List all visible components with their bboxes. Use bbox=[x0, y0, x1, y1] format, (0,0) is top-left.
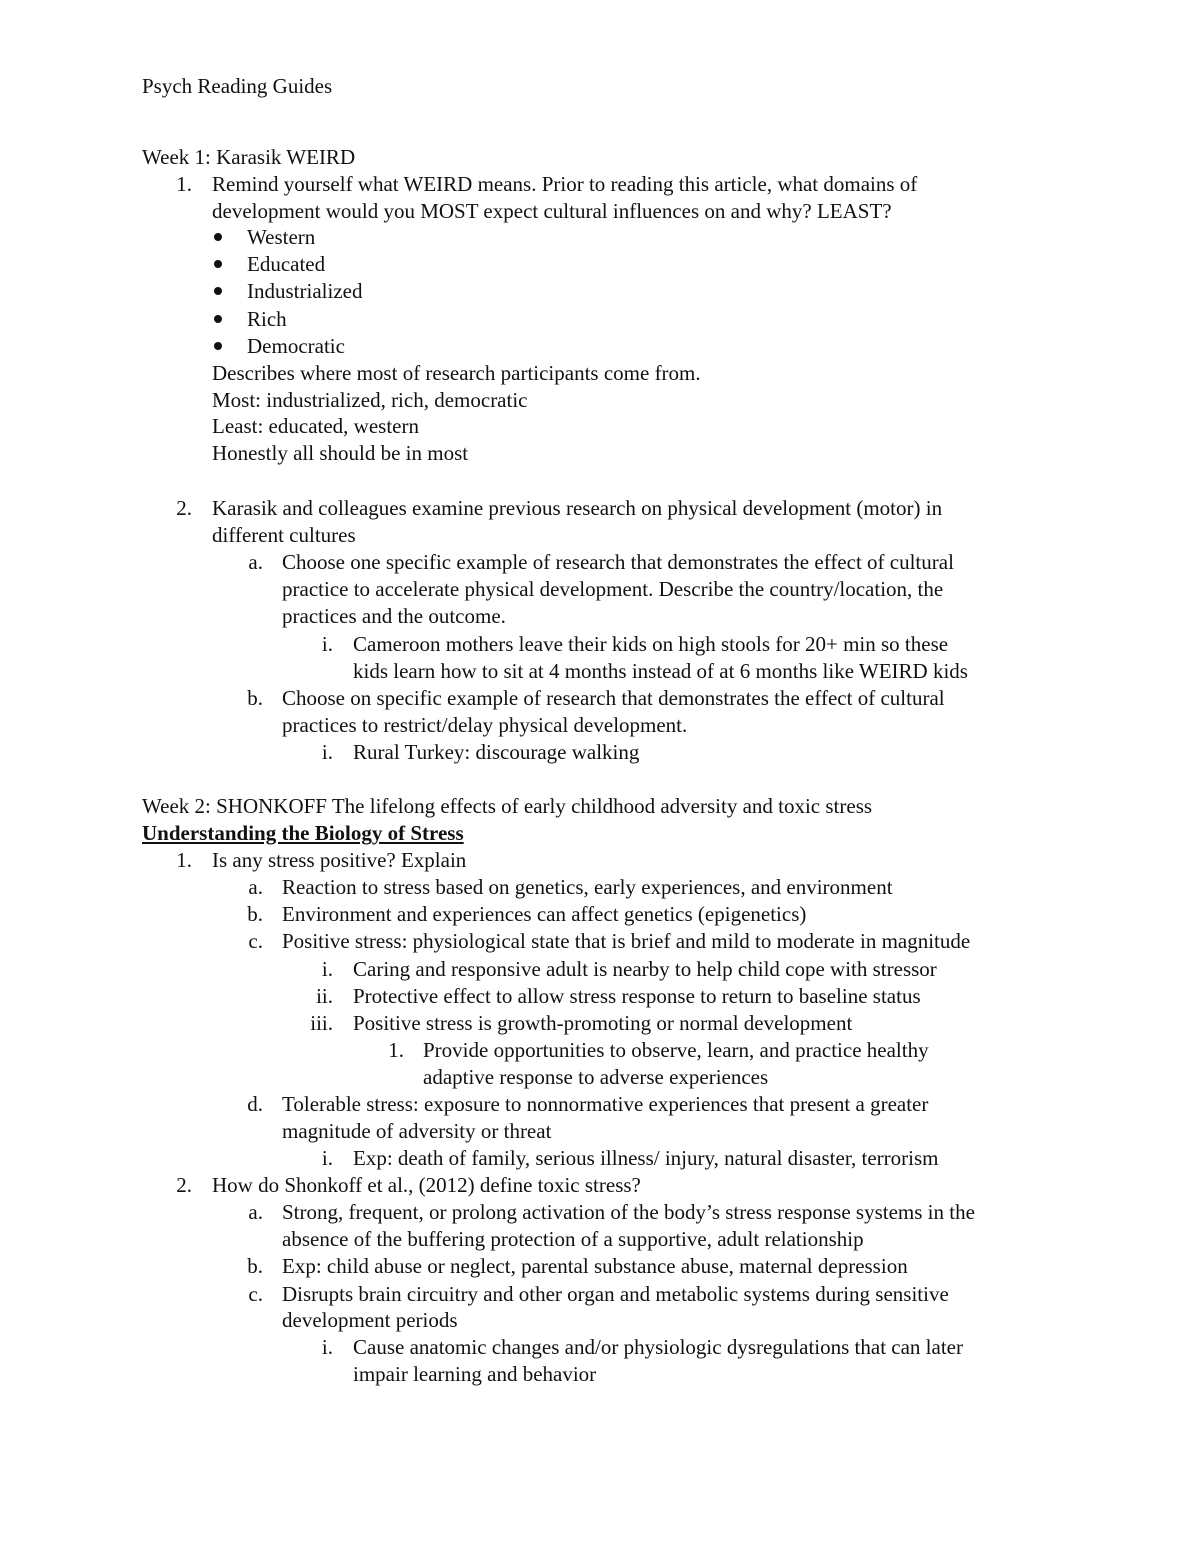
week1-q2b-line-1: Choose on specific example of research that demonstrates the effect of cultural bbox=[282, 686, 945, 710]
week1-q2-marker: 2. bbox=[176, 496, 192, 520]
week2-q2b-marker: b. bbox=[247, 1254, 263, 1278]
week2-q2c-line-1: Disrupts brain circuitry and other organ and metabolic systems during sensitive bbox=[282, 1282, 949, 1306]
week2-q1c-iii-text: Positive stress is growth-promoting or normal development bbox=[353, 1011, 853, 1035]
week2-q1d-line-2: magnitude of adversity or threat bbox=[282, 1119, 552, 1143]
bullet-icon bbox=[214, 287, 222, 295]
week1-heading: Week 1: Karasik WEIRD bbox=[142, 145, 356, 169]
week1-q1-note-3: Least: educated, western bbox=[212, 414, 419, 438]
week2-q1c-i-marker: i. bbox=[321, 957, 333, 981]
week2-q2a-marker: a. bbox=[248, 1200, 263, 1224]
week2-q2-text: How do Shonkoff et al., (2012) define toxic stress? bbox=[212, 1173, 641, 1197]
week2-q2c-i-marker: i. bbox=[321, 1335, 333, 1359]
document-title: Psych Reading Guides bbox=[142, 74, 333, 98]
week2-q1a-text: Reaction to stress based on genetics, early experiences, and environment bbox=[282, 875, 893, 899]
week1-q2a-i-line-2: kids learn how to sit at 4 months instead of at 6 months like WEIRD kids bbox=[353, 659, 968, 683]
week2-q1c-iii-1-line-1: Provide opportunities to observe, learn, and practice healthy bbox=[423, 1038, 929, 1062]
week2-q1-text: Is any stress positive? Explain bbox=[212, 848, 467, 872]
week2-q2c-line-2: development periods bbox=[282, 1308, 458, 1332]
week2-q2c-i-line-2: impair learning and behavior bbox=[353, 1362, 597, 1386]
week1-q1-note-1: Describes where most of research participants come from. bbox=[212, 361, 701, 385]
weird-bullet-educated: Educated bbox=[247, 252, 326, 276]
week2-q2-marker: 2. bbox=[176, 1173, 192, 1197]
week2-subheading: Understanding the Biology of Stress bbox=[142, 821, 464, 845]
week1-q2b-line-2: practices to restrict/delay physical development. bbox=[282, 713, 688, 737]
weird-bullet-democratic: Democratic bbox=[247, 334, 345, 358]
week2-q1-marker: 1. bbox=[176, 848, 192, 872]
week1-q2a-i-marker: i. bbox=[321, 632, 333, 656]
week2-q2a-line-1: Strong, frequent, or prolong activation of the body’s stress response systems in the bbox=[282, 1200, 975, 1224]
week1-q1-marker: 1. bbox=[176, 172, 192, 196]
week1-q1-line-2: development would you MOST expect cultural influences on and why? LEAST? bbox=[212, 199, 892, 223]
week1-q2a-marker: a. bbox=[248, 550, 263, 574]
weird-bullet-western: Western bbox=[247, 225, 316, 249]
week2-q2c-marker: c. bbox=[248, 1282, 263, 1306]
bullet-icon bbox=[214, 260, 222, 268]
week2-q1d-i-text: Exp: death of family, serious illness/ injury, natural disaster, terrorism bbox=[353, 1146, 939, 1170]
week2-q1d-line-1: Tolerable stress: exposure to nonnormative experiences that present a greater bbox=[282, 1092, 929, 1116]
week2-q1d-i-marker: i. bbox=[321, 1146, 333, 1170]
week2-q2a-line-2: absence of the buffering protection of a supportive, adult relationship bbox=[282, 1227, 864, 1251]
week2-q1c-marker: c. bbox=[248, 929, 263, 953]
weird-bullet-rich: Rich bbox=[247, 307, 287, 331]
week1-q2b-marker: b. bbox=[247, 686, 263, 710]
week2-q1c-iii-marker: iii. bbox=[310, 1011, 333, 1035]
week2-q2b-text: Exp: child abuse or neglect, parental substance abuse, maternal depression bbox=[282, 1254, 908, 1278]
week2-q1a-marker: a. bbox=[248, 875, 263, 899]
week1-q1-line-1: Remind yourself what WEIRD means. Prior to reading this article, what domains of bbox=[212, 172, 918, 196]
week1-q1-note-2: Most: industrialized, rich, democratic bbox=[212, 388, 528, 412]
week1-q2-line-2: different cultures bbox=[212, 523, 356, 547]
week2-q1b-marker: b. bbox=[247, 902, 263, 926]
weird-bullet-industrialized: Industrialized bbox=[247, 279, 363, 303]
week1-q2b-i-line-1: Rural Turkey: discourage walking bbox=[353, 740, 640, 764]
week2-q1b-text: Environment and experiences can affect genetics (epigenetics) bbox=[282, 902, 807, 926]
week2-q1d-marker: d. bbox=[247, 1092, 263, 1116]
week1-q2a-line-1: Choose one specific example of research that demonstrates the effect of cultural bbox=[282, 550, 954, 574]
week1-q2a-i-line-1: Cameroon mothers leave their kids on high stools for 20+ min so these bbox=[353, 632, 949, 656]
week1-q1-note-4: Honestly all should be in most bbox=[212, 441, 469, 465]
week2-q1c-text: Positive stress: physiological state that is brief and mild to moderate in magnitude bbox=[282, 929, 971, 953]
week2-q1c-i-text: Caring and responsive adult is nearby to help child cope with stressor bbox=[353, 957, 937, 981]
week1-q2b-i-marker: i. bbox=[321, 740, 333, 764]
week2-q1c-ii-text: Protective effect to allow stress response to return to baseline status bbox=[353, 984, 921, 1008]
week1-q2a-line-3: practices and the outcome. bbox=[282, 604, 506, 628]
week2-q2c-i-line-1: Cause anatomic changes and/or physiologic dysregulations that can later bbox=[353, 1335, 963, 1359]
week1-q2-line-1: Karasik and colleagues examine previous research on physical development (motor) in bbox=[212, 496, 943, 520]
week2-heading: Week 2: SHONKOFF The lifelong effects of early childhood adversity and toxic stress bbox=[142, 794, 873, 818]
week2-q1c-ii-marker: ii. bbox=[316, 984, 333, 1008]
bullet-icon bbox=[214, 233, 222, 241]
week2-q1c-iii-1-marker: 1. bbox=[388, 1038, 404, 1062]
bullet-icon bbox=[214, 315, 222, 323]
week2-q1c-iii-1-line-2: adaptive response to adverse experiences bbox=[423, 1065, 769, 1089]
bullet-icon bbox=[214, 342, 222, 350]
week1-q2a-line-2: practice to accelerate physical development. Describe the country/location, the bbox=[282, 577, 944, 601]
